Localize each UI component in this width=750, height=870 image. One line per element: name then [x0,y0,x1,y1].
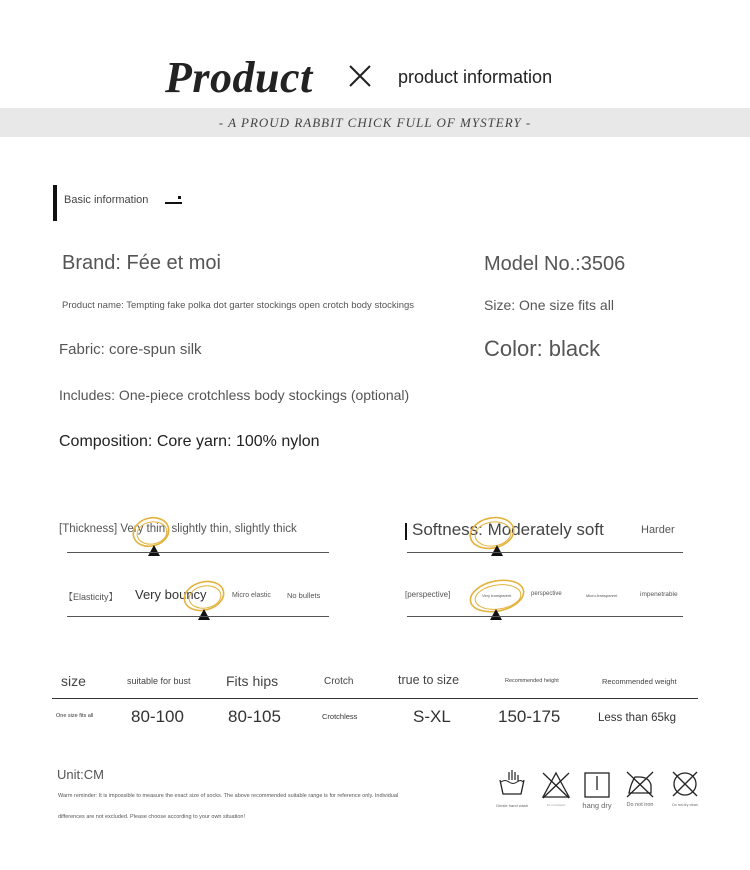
color-text: Color: black [484,336,601,361]
table-header-crotch: Crotch [324,676,354,687]
perspective-mid-label: perspective [531,591,562,597]
care-label-iron: Do not iron [626,802,654,808]
composition-text: Composition: Core yarn: 100% nylon [59,433,320,450]
table-cell-size: One size fits all [56,713,94,719]
thickness-label: [Thickness] Very thin, slightly thin, slightly thick [59,523,297,535]
do-not-dry-clean-icon [670,769,700,799]
table-cell-true-size: S-XL [413,707,451,726]
perspective-scale-line [407,616,683,617]
page-title: Product [165,53,313,102]
model-text: Model No.:3506 [484,253,626,275]
perspective-pointer [490,609,502,620]
fabric-text: Fabric: core-spun silk [59,341,202,358]
care-label-hand-wash: Gentle hand wash [495,803,529,808]
reminder-note-line2: differences are not excluded. Please choose according to your own situation! [58,814,246,820]
care-label-dry-clean: Do not dry clean [672,803,698,807]
elasticity-selected-label: Very bouncy [135,587,207,602]
thickness-scale-line [67,552,329,553]
tagline-band: - A PROUD RABBIT CHICK FULL OF MYSTERY - [0,108,750,137]
softness-pointer [491,545,503,556]
close-x-icon [346,62,374,90]
brand-text: Brand: Fée et moi [62,252,221,274]
hand-wash-icon [497,768,527,798]
softness-marker [405,523,407,540]
section-label: Basic information [64,194,149,206]
section-dot [178,196,181,199]
do-not-iron-icon [625,769,655,799]
unit-label: Unit:CM [57,767,104,782]
perspective-end-label: impenetrable [640,591,678,598]
elasticity-label: 【Elasticity】 [64,592,118,602]
section-dash [165,202,182,204]
table-cell-height: 150-175 [498,707,561,726]
thickness-pointer [148,545,160,556]
softness-scale-line [407,552,683,553]
table-header-true-size: true to size [398,673,460,687]
perspective-selected-label: Very transparent [482,593,512,598]
table-cell-hips: 80-105 [228,707,281,726]
table-header-hips: Fits hips [226,673,279,689]
hang-dry-icon [582,770,612,800]
size-text: Size: One size fits all [484,297,614,313]
elasticity-pointer [198,609,210,620]
table-cell-weight: Less than 65kg [598,712,677,724]
table-header-bust: suitable for bust [127,676,191,686]
perspective-label: [perspective] [405,590,451,599]
perspective-mid2-label: Micro-transparent [586,593,618,598]
includes-text: Includes: One-piece crotchless body stockings (optional) [59,387,410,403]
table-header-height: Recommended height [505,678,559,684]
product-name-text: Product name: Tempting fake polka dot garter stockings open crotch body stockings [62,300,415,311]
section-bar [53,185,57,221]
elasticity-end-label: No bullets [287,591,321,600]
softness-end-label: Harder [641,524,675,536]
page-subtitle: product information [398,67,553,87]
table-cell-bust: 80-100 [131,707,184,726]
elasticity-mid-label: Micro elastic [232,592,271,599]
elasticity-scale-line [67,616,329,617]
table-header-weight: Recommended weight [602,677,677,686]
do-not-bleach-icon [541,770,571,800]
table-divider [52,698,698,699]
table-header-size: size [61,673,86,689]
reminder-note-line1: Warm reminder: It is impossible to measure the exact size of socks. The above recommended suitable range is for reference only. Individual [58,793,399,799]
care-label-bleach: Do not bleach [546,803,566,807]
softness-label: Softness: Moderately soft [412,520,604,539]
care-label-hang-dry: hang dry [582,801,612,810]
table-cell-crotch: Crotchless [322,712,358,721]
